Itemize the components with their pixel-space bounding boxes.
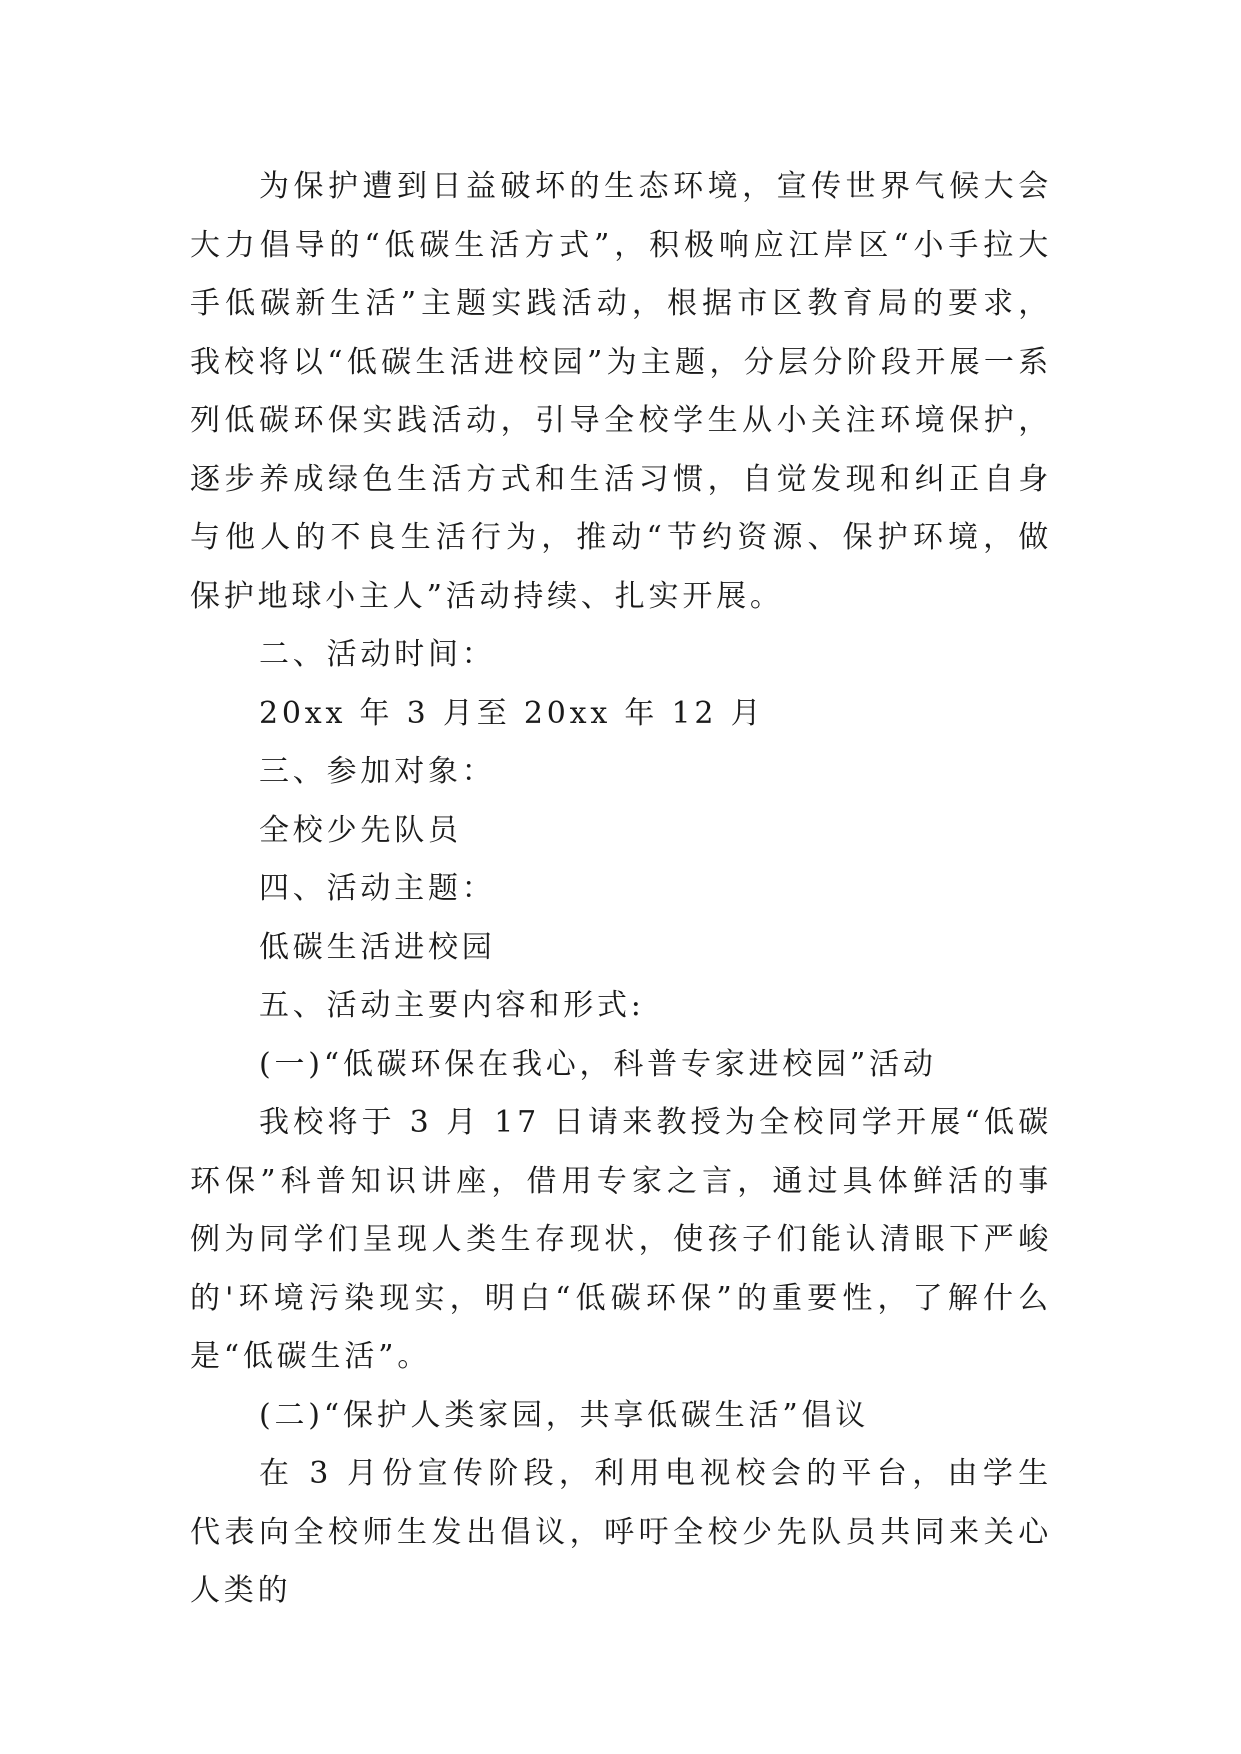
theme-text: 低碳生活进校园 — [259, 929, 496, 965]
subsection-heading-1: (一)“低碳环保在我心，科普专家进校园”活动 — [259, 1046, 937, 1082]
subsection-1-paragraph: 我校将于 3 月 17 日请来教授为全校同学开展“低碳环保”科普知识讲座，借用专家之言，通过具体鲜活的事例为同学们呈现人类生存现状，使孩子们能认清眼下严峻的'环境污染现实，明白“低碳环保”的重要性，了解什么是“低碳生活”。 — [190, 1105, 1052, 1374]
participants-text: 全校少先队员 — [259, 812, 462, 848]
section-heading-theme: 四、活动主题： — [259, 871, 496, 906]
section-heading-time: 二、活动时间： — [259, 637, 496, 672]
intro-paragraph: 为保护遭到日益破坏的生态环境，宣传世界气候大会大力倡导的“低碳生活方式”，积极响应江岸区“小手拉大手低碳新生活”主题实践活动，根据市区教育局的要求，我校将以“低碳生活进校园”为主题，分层分阶段开展一系列低碳环保实践活动，引导全校学生从小关注环境保护，逐步养成绿色生活方式和生活习惯，自觉发现和纠正自身与他人的不良生活行为，推动“节约资源、保护环境，做保护地球小主人”活动持续、扎实开展。 — [190, 169, 1052, 614]
section-heading-content: 五、活动主要内容和形式: — [259, 988, 645, 1023]
section-heading-participants: 三、参加对象： — [259, 754, 496, 789]
subsection-2-paragraph: 在 3 月份宣传阶段，利用电视校会的平台，由学生代表向全校师生发出倡议，呼吁全校少先队员共同来关心人类的 — [190, 1456, 1052, 1608]
document-body — [190, 158, 1052, 1621]
subsection-heading-2: (二)“保护人类家园，共享低碳生活”倡议 — [259, 1397, 870, 1433]
activity-time-text: 20xx 年 3 月至 20xx 年 12 月 — [259, 695, 765, 731]
